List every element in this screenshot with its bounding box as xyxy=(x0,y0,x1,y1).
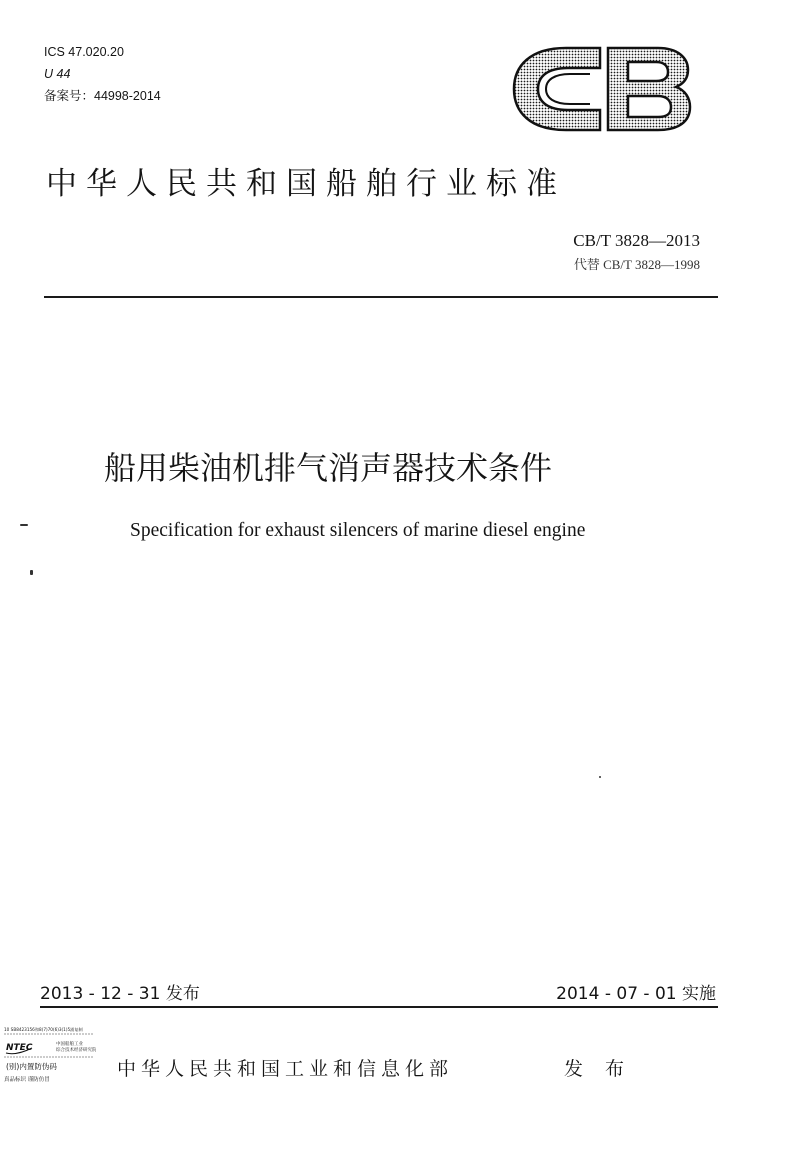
implementation-date: 2014 - 07 - 01 实施 xyxy=(556,984,716,1004)
scan-speck xyxy=(20,524,28,526)
document-title-english: Specification for exhaust silencers of marine diesel engine xyxy=(130,520,586,541)
filing-number: 备案号：44998-2014 xyxy=(44,89,161,103)
stamp-line-warning: 真品标识 谨防仿冒 xyxy=(4,1077,50,1083)
stamp-line-org: 中国船舶工业 xyxy=(56,1042,83,1047)
industry-standard-heading: 中华人民共和国船舶行业标准 xyxy=(46,166,566,202)
issue-date: 2013 - 12 - 31 发布 xyxy=(40,984,200,1004)
cb-logo xyxy=(508,44,694,134)
scan-speck xyxy=(30,570,33,575)
stamp-brand: NTEC xyxy=(6,1043,33,1053)
header-divider xyxy=(44,296,718,298)
ics-code: ICS 47.020.20 xyxy=(44,45,124,59)
stamp-line-institute: 综合技术经济研究院 xyxy=(56,1048,96,1053)
replaces-standard: 代替 CB/T 3828—1998 xyxy=(573,257,700,272)
standard-number: CB/T 3828—2013 xyxy=(573,231,700,250)
document-title-chinese: 船用柴油机排气消声器技术条件 xyxy=(104,449,553,487)
footer-divider xyxy=(40,1006,718,1008)
anti-counterfeit-stamp xyxy=(2,1024,96,1086)
classification-code: U 44 xyxy=(44,67,71,81)
stamp-line-code: (别)内置防伪码 xyxy=(6,1062,57,1071)
publish-label: 发 布 xyxy=(564,1058,633,1080)
issuing-authority: 中华人民共和国工业和信息化部 xyxy=(117,1058,454,1080)
scan-speck xyxy=(599,776,601,778)
stamp-line-serial: 10 SB8423156和8(7)70(6)3(1)5浦复制 xyxy=(4,1027,83,1032)
